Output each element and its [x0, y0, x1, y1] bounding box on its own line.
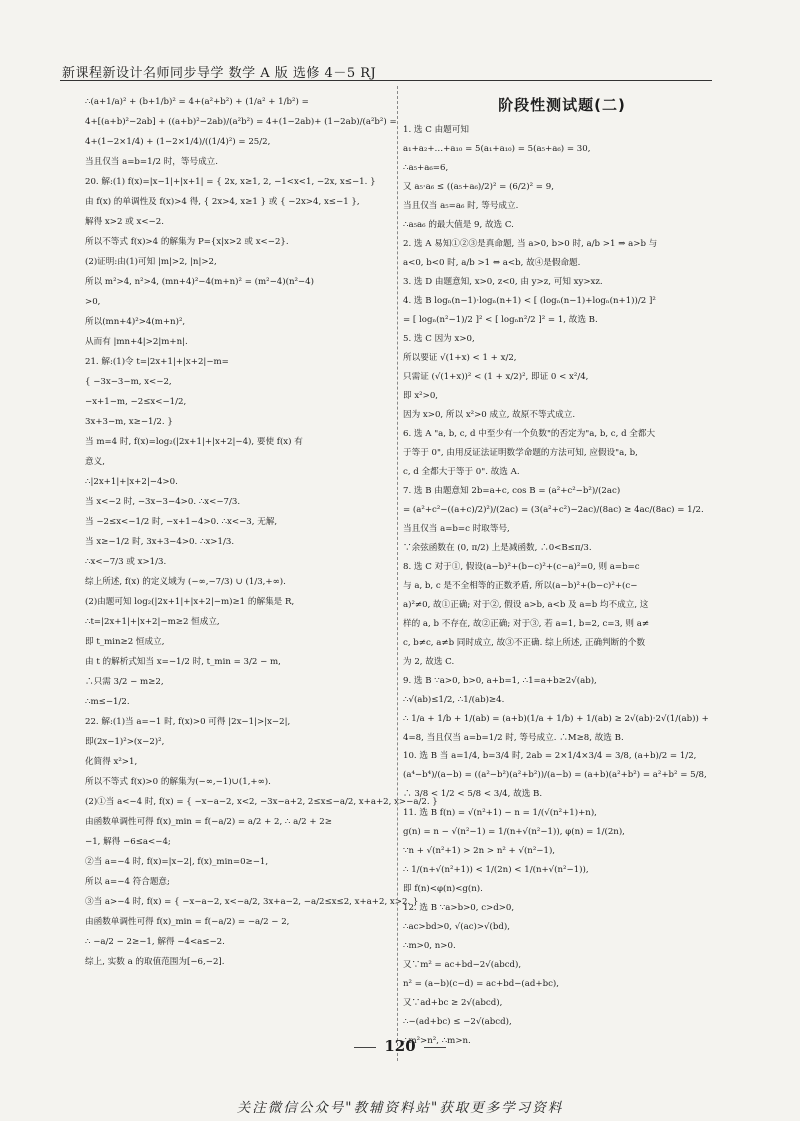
- left-text-line: 由 t 的解析式知当 x=−1/2 时, t_min = 3/2 − m,: [85, 657, 281, 667]
- left-text-line: (2)①当 a<−4 时, f(x) = { −x−a−2, x<2, −3x−a+2, 2≤x≤−a/2, x+a+2, x>−a/2. }: [85, 797, 438, 807]
- left-text-line: 由函数单调性可得 f(x)_min = f(−a/2) = a/2 + 2, ∴ a/2 + 2≥: [85, 817, 332, 827]
- right-text-line: 因为 x>0, 所以 x²>0 成立, 故原不等式成立.: [403, 409, 576, 420]
- right-text-line: 2. 选 A 易知①②③是真命题, 当 a>0, b>0 时, a/b >1 ⇒ a>b 与: [403, 238, 658, 249]
- page-number-text: 120: [384, 1037, 416, 1055]
- right-text-line: a<0, b<0 时, a/b >1 ⇔ a<b, 故④是假命题.: [403, 257, 581, 268]
- left-text-line: (2)由题可知 log₂(|2x+1|+|x+2|−m)≥1 的解集是 R,: [85, 597, 295, 607]
- right-text-line: 6. 选 A "a, b, c, d 中至少有一个负数"的否定为"a, b, c, d 全都大: [403, 428, 656, 439]
- right-text-line: 样的 a, b 不存在, 故②正确; 对于③, 若 a=1, b=2, c=3, 则 a≠: [403, 618, 650, 629]
- header-title: 新课程新设计名师同步导学 数学 A 版 选修 4－5 RJ: [62, 66, 377, 81]
- right-text-line: 3. 选 D 由题意知, x>0, z<0, 由 y>z, 可知 xy>xz.: [403, 276, 603, 287]
- right-text-line: 5. 选 C 因为 x>0,: [403, 333, 475, 344]
- left-text-line: (2)证明:由(1)可知 |m|>2, |n|>2,: [85, 257, 217, 267]
- left-text-line: 即(2x−1)²>(x−2)²,: [85, 737, 165, 747]
- left-text-line: 当 m=4 时, f(x)=log₂(|2x+1|+|x+2|−4), 要使 f(x) 有: [85, 437, 303, 447]
- left-text-line: 4+[(a+b)²−2ab] + ((a+b)²−2ab)/(a²b²) = 4+(1−2ab)+ (1−2ab)/(a²b²) =: [85, 117, 397, 127]
- right-text-line: 又∵m² = ac+bd−2√(abcd),: [403, 960, 522, 971]
- right-text-line: = [ logₙ(n²−1)/2 ]² < [ logₙn²/2 ]² = 1, 故选 B.: [403, 314, 598, 325]
- left-text-line: 所以(mn+4)²>4(m+n)²,: [85, 317, 186, 327]
- right-text-line: 12. 选 B ∵a>b>0, c>d>0,: [403, 903, 515, 914]
- right-text-line: ∵n + √(n²+1) > 2n > n² + √(n²−1),: [403, 846, 556, 857]
- right-text-line: 当且仅当 a₅=a₆ 时, 等号成立.: [403, 200, 519, 211]
- right-text-line: ∴ 1/a + 1/b + 1/(ab) = (a+b)(1/a + 1/b) + 1/(ab) ≥ 2√(ab)·2√(1/(ab)) +: [403, 713, 709, 724]
- right-text-line: 4=8, 当且仅当 a=b=1/2 时, 等号成立. ∴M≥8, 故选 B.: [403, 732, 624, 743]
- left-text-line: 意义,: [85, 457, 105, 467]
- right-text-line: ∴ac>bd>0, √(ac)>√(bd),: [403, 922, 510, 933]
- left-text-line: ∴|2x+1|+|x+2|−4>0.: [85, 477, 178, 487]
- left-text-line: 由函数单调性可得 f(x)_min = f(−a/2) = −a/2 − 2,: [85, 917, 290, 927]
- right-text-line: 7. 选 B 由题意知 2b=a+c, cos B = (a²+c²−b²)/(2ac): [403, 485, 621, 496]
- footer-note: 关注微信公众号"教辅资料站"获取更多学习资料: [236, 1100, 564, 1116]
- right-text-line: ∴a₅+a₆=6,: [403, 162, 449, 173]
- right-text-line: 于等于 0", 由用反证法证明数学命题的方法可知, 应假设"a, b,: [403, 447, 638, 458]
- right-text-line: 10. 选 B 当 a=1/4, b=3/4 时, 2ab = 2×1/4×3/4 = 3/8, (a+b)/2 = 1/2,: [403, 751, 697, 762]
- left-text-line: ∴x<−7/3 或 x>1/3.: [85, 557, 167, 567]
- right-text-line: 与 a, b, c 是不全相等的正数矛盾, 所以(a−b)²+(b−c)²+(c−: [403, 580, 638, 591]
- right-text-line: a)²≠0, 故①正确; 对于②, 假设 a>b, a<b 及 a=b 均不成立, 这: [403, 599, 649, 610]
- left-text-line: 当 −2≤x<−1/2 时, −x+1−4>0. ∴x<−3, 无解,: [85, 517, 278, 527]
- left-text-line: 当 x≥−1/2 时, 3x+3−4>0. ∴x>1/3.: [85, 537, 235, 547]
- right-text-line: ∴−(ad+bc) ≤ −2√(abcd),: [403, 1017, 512, 1028]
- left-text-line: 4+(1−2×1/4) + (1−2×1/4)/((1/4)²) = 25/2,: [85, 137, 271, 147]
- section-title: 阶段性测试题(二): [498, 96, 626, 114]
- answer-list: [403, 121, 721, 1051]
- right-text-line: 9. 选 B ∵a>0, b>0, a+b=1, ∴1=a+b≥2√(ab),: [403, 675, 597, 686]
- header-rule: [60, 80, 712, 81]
- right-text-line: c, d 全都大于等于 0". 故选 A.: [403, 466, 520, 477]
- right-text-line: n² = (a−b)(c−d) = ac+bd−(ad+bc),: [403, 979, 559, 990]
- left-text-line: 3x+3−m, x≥−1/2. }: [85, 417, 173, 427]
- left-text-line: ②当 a=−4 时, f(x)=|x−2|, f(x)_min=0≥−1,: [85, 857, 269, 867]
- right-text-line: 11. 选 B f(n) = √(n²+1) − n = 1/(√(n²+1)+n),: [403, 808, 597, 819]
- right-text-line: 4. 选 B logₙ(n−1)·logₙ(n+1) < [ (logₙ(n−1)+logₙ(n+1))/2 ]²: [403, 295, 656, 306]
- left-text-line: 当且仅当 a=b=1/2 时，等号成立.: [85, 157, 218, 167]
- left-text-line: −x+1−m, −2≤x<−1/2,: [85, 397, 187, 407]
- left-text-line: 由 f(x) 的单调性及 f(x)>4 得, { 2x>4, x≥1 } 或 { −2x>4, x≤−1 },: [85, 197, 360, 207]
- left-text-line: ∴(a+1/a)² + (b+1/b)² = 4+(a²+b²) + (1/a² + 1/b²) =: [85, 97, 309, 107]
- right-text-line: (a⁴−b⁴)/(a−b) = ((a²−b²)(a²+b²))/(a−b) = (a+b)(a²+b²) = a²+b² = 5/8,: [403, 770, 707, 781]
- right-text-line: ∵余弦函数在 (0, π/2) 上是减函数, ∴0<B≤π/3.: [403, 542, 592, 553]
- left-text-line: >0,: [85, 297, 101, 307]
- right-text-line: 即 x²>0,: [403, 390, 439, 401]
- left-text-line: ∴ −a/2 − 2≥−1, 解得 −4<a≤−2.: [85, 937, 225, 947]
- right-text-line: ∴a₅a₆ 的最大值是 9, 故选 C.: [403, 219, 514, 230]
- left-text-line: 所以 m²>4, n²>4, (mn+4)²−4(m+n)² = (m²−4)(n²−4): [85, 277, 314, 287]
- right-text-line: = (a²+c²−((a+c)/2)²)/(2ac) = (3(a²+c²)−2ac)/(8ac) ≥ 4ac/(8ac) = 1/2.: [403, 504, 704, 515]
- right-text-line: ∴m>0, n>0.: [403, 941, 456, 952]
- left-text-line: ∴只需 3/2 − m≥2,: [85, 677, 164, 687]
- right-text-line: c, b≠c, a≠b 同时成立, 故③不正确. 综上所述, 正确判断的个数: [403, 637, 646, 648]
- right-text-line: 只需证 (√(1+x))² < (1 + x/2)², 即证 0 < x²/4,: [403, 371, 589, 382]
- left-text-line: ∴t=|2x+1|+|x+2|−m≥2 恒成立,: [85, 617, 220, 627]
- left-text-line: 综上, 实数 a 的取值范围为[−6,−2].: [85, 957, 225, 967]
- left-text-line: 22. 解:(1)当 a=−1 时, f(x)>0 可得 |2x−1|>|x−2|,: [85, 717, 291, 727]
- left-text-line: ③当 a>−4 时, f(x) = { −x−a−2, x<−a/2, 3x+a−2, −a/2≤x≤2, x+a+2, x>2. }: [85, 897, 419, 907]
- page-number-dash-right: [424, 1047, 446, 1048]
- right-text-line: 当且仅当 a=b=c 时取等号,: [403, 523, 510, 534]
- right-text-line: ∴m²>n², ∴m>n.: [403, 1036, 471, 1047]
- left-text-line: 综上所述, f(x) 的定义域为 (−∞,−7/3) ∪ (1/3,+∞).: [85, 577, 286, 587]
- right-text-line: 所以要证 √(1+x) < 1 + x/2,: [403, 352, 517, 363]
- right-text-line: 为 2, 故选 C.: [403, 656, 455, 667]
- left-text-line: 所以 a=−4 符合题意;: [85, 877, 170, 887]
- page-number-dash-left: [354, 1047, 376, 1048]
- right-text-line: 1. 选 C 由题可知: [403, 125, 469, 135]
- column-divider: [397, 86, 398, 1061]
- right-text-line: a₁+a₂+…+a₁₀ = 5(a₁+a₁₀) = 5(a₅+a₆) = 30,: [403, 143, 591, 154]
- right-text-line: 又 a₅·a₆ ≤ ((a₅+a₆)/2)² = (6/2)² = 9,: [403, 181, 554, 192]
- left-text-line: 即 t_min≥2 恒成立,: [85, 637, 165, 647]
- left-text-line: 21. 解:(1)令 t=|2x+1|+|x+2|−m=: [85, 357, 229, 367]
- left-text-line: −1, 解得 −6≤a<−4;: [85, 837, 171, 847]
- left-text-line: 20. 解:(1) f(x)=|x−1|+|x+1| = { 2x, x≥1, 2, −1<x<1, −2x, x≤−1. }: [85, 177, 376, 187]
- right-text-line: 又∵ad+bc ≥ 2√(abcd),: [403, 998, 503, 1009]
- left-text-line: 化简得 x²>1,: [85, 757, 138, 767]
- right-text-line: 8. 选 C 对于①, 假设(a−b)²+(b−c)²+(c−a)²=0, 则 a=b=c: [403, 561, 640, 572]
- right-text-line: ∴ 3/8 < 1/2 < 5/8 < 3/4, 故选 B.: [403, 789, 543, 800]
- right-text-line: ∴ 1/(n+√(n²+1)) < 1/(2n) < 1/(n+√(n²−1)),: [403, 865, 589, 876]
- left-text-line: 当 x<−2 时, −3x−3−4>0. ∴x<−7/3.: [85, 497, 241, 507]
- left-text-line: { −3x−3−m, x<−2,: [85, 377, 172, 387]
- right-text-line: ∴√(ab)≤1/2, ∴1/(ab)≥4.: [403, 694, 505, 705]
- page-number: [0, 1037, 800, 1055]
- left-text-line: ∴m≤−1/2.: [85, 697, 130, 707]
- left-text-line: 解得 x>2 或 x<−2.: [85, 217, 164, 227]
- right-text-line: 即 f(n)<φ(n)<g(n).: [403, 884, 483, 895]
- right-text-line: g(n) = n − √(n²−1) = 1/(n+√(n²−1)), φ(n) = 1/(2n),: [403, 827, 625, 838]
- left-text-line: 所以不等式 f(x)>4 的解集为 P={x|x>2 或 x<−2}.: [85, 237, 289, 247]
- right-column: [403, 92, 721, 1057]
- left-text-line: 所以不等式 f(x)>0 的解集为(−∞,−1)∪(1,+∞).: [85, 777, 271, 787]
- left-text-line: 从而有 |mn+4|>2|m+n|.: [85, 337, 188, 347]
